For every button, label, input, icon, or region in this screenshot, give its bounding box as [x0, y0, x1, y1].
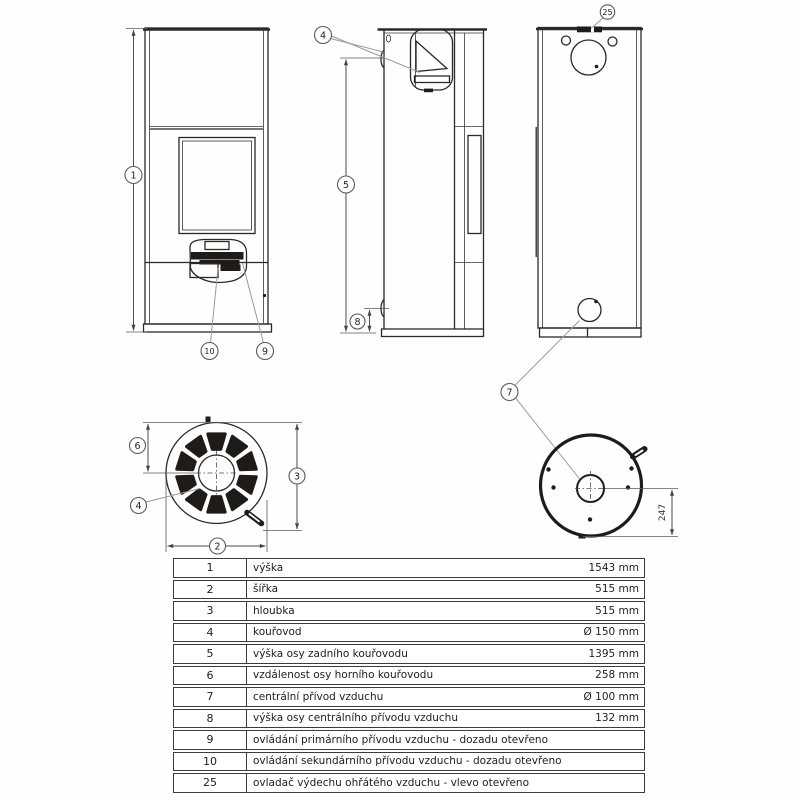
rear-flue-opening	[571, 40, 606, 75]
dim-air-height	[350, 309, 389, 332]
svg-text:3: 3	[293, 471, 301, 483]
side-base	[382, 329, 484, 337]
row-value: 1543 mm	[588, 561, 639, 574]
table-row	[173, 644, 645, 664]
air-control-assembly	[190, 240, 247, 283]
spec-table	[173, 558, 645, 795]
front-base	[144, 324, 272, 332]
table-row	[173, 730, 645, 750]
row-value: 515 mm	[595, 604, 639, 617]
front-door-pin	[263, 294, 266, 297]
front-view	[143, 28, 272, 332]
fin-segment	[238, 476, 257, 493]
row-number: 4	[174, 624, 247, 642]
table-row	[173, 709, 645, 729]
side-view	[378, 29, 488, 337]
fin-segment	[238, 453, 257, 470]
row-number: 7	[174, 688, 247, 706]
row-value: 132 mm	[595, 712, 639, 725]
row-label: ovládání sekundárního přívodu vzduchu - dozadu otevřeno	[253, 755, 562, 768]
dim-height	[125, 29, 147, 333]
table-row	[173, 558, 645, 578]
row-number: 6	[174, 667, 247, 685]
table-row	[173, 580, 645, 600]
fin-segment	[187, 436, 207, 456]
dim-rear-flue-height	[338, 58, 385, 333]
row-label: výška osy centrálního přívodu vzduchu	[253, 712, 458, 725]
row-label: výška	[253, 561, 284, 574]
row-label: kouřovod	[253, 626, 302, 639]
row-label: ovladač výdechu ohřátého vzduchu - vlevo otevřeno	[253, 776, 529, 789]
top-edge-tab	[206, 417, 211, 423]
warm-air-slot	[577, 27, 602, 33]
row-number: 2	[174, 581, 247, 599]
svg-text:6: 6	[134, 440, 141, 452]
svg-text:8: 8	[354, 316, 361, 328]
svg-text:7: 7	[506, 387, 513, 399]
svg-text:2: 2	[214, 541, 221, 553]
fin-segment	[187, 490, 207, 510]
callout-central-air	[501, 321, 580, 480]
row-label: ovládání primárního přívodu vzduchu - dozadu otevřeno	[253, 733, 548, 746]
bottom-view	[541, 435, 645, 539]
row-label: hloubka	[253, 604, 295, 617]
fin-segment	[227, 490, 247, 510]
row-label: šířka	[253, 583, 279, 596]
row-value: 515 mm	[595, 583, 639, 596]
table-row	[173, 773, 645, 793]
row-number: 3	[174, 602, 247, 620]
row-number: 25	[174, 774, 247, 792]
callout-primary-air	[243, 263, 274, 360]
table-row	[173, 601, 645, 621]
svg-text:9: 9	[261, 346, 269, 358]
svg-text:247: 247	[658, 503, 668, 522]
svg-text:4: 4	[319, 30, 327, 42]
row-number: 1	[174, 559, 247, 577]
callout-flue	[315, 27, 421, 73]
row-value: 1395 mm	[588, 647, 639, 660]
side-glass-edge	[468, 136, 481, 234]
row-label: výška osy zadního kouřovodu	[253, 647, 408, 660]
svg-text:10: 10	[204, 347, 215, 356]
row-number: 9	[174, 731, 247, 749]
row-value: Ø 150 mm	[583, 626, 639, 639]
side-top-hole	[386, 35, 390, 42]
row-value: 258 mm	[595, 669, 639, 682]
fin-segment	[208, 497, 225, 512]
back-base	[540, 328, 642, 337]
callout-warm-air-control	[591, 5, 615, 29]
table-row	[173, 623, 645, 643]
row-label: centrální přívod vzduchu	[253, 690, 384, 703]
svg-text:25: 25	[602, 8, 613, 17]
fin-segment	[208, 434, 225, 450]
fin-segment	[227, 436, 247, 456]
svg-text:1: 1	[130, 170, 137, 182]
table-row	[173, 666, 645, 686]
svg-text:4: 4	[135, 500, 142, 512]
top-view	[166, 417, 267, 524]
table-row	[173, 752, 645, 772]
svg-text:5: 5	[342, 179, 350, 191]
row-label: vzdálenost osy horního kouřovodu	[253, 669, 434, 682]
row-number: 5	[174, 645, 247, 663]
dim-depth	[263, 424, 305, 531]
front-glass-window	[179, 138, 255, 234]
back-hole-left	[562, 36, 571, 45]
top-flue-collar	[411, 30, 453, 93]
fin-segment	[177, 453, 196, 470]
back-view	[536, 27, 643, 338]
table-row	[173, 687, 645, 707]
row-number: 10	[174, 753, 247, 771]
row-number: 8	[174, 710, 247, 728]
row-value: Ø 100 mm	[583, 690, 639, 703]
back-hole-right	[608, 37, 617, 46]
